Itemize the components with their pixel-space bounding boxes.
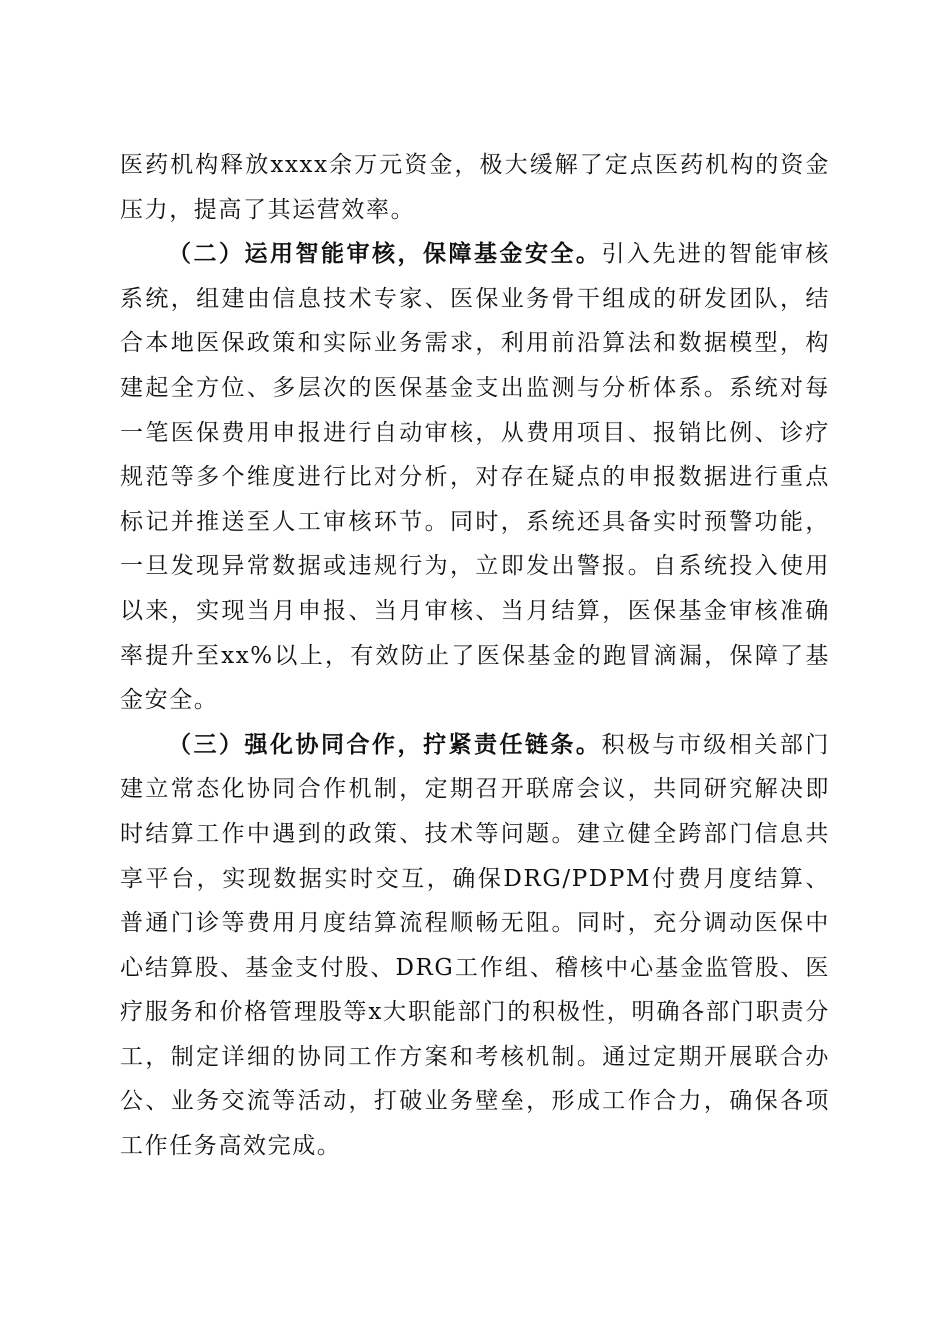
document-body (120, 143, 830, 1169)
paragraph-text: 积极与市级相关部门建立常态化协同合作机制，定期召开联席会议，共同研究解决即时结算工作中遇到的政策、技术等问题。建立健全跨部门信息共享平台，实现数据实时交互，确保DRG/PDPM付费月度结算、普通门诊等费用月度结算流程顺畅无阻。同时，充分调动医保中心结算股、基金支付股、DRG工作组、稽核中心基金监管股、医疗服务和价格管理股等x大职能部门的积极性，明确各部门职责分工，制定详细的协同工作方案和考核机制。通过定期开展联合办公、业务交流等活动，打破业务壁垒，形成工作合力，确保各项工作任务高效完成。 (120, 731, 831, 1160)
paragraph-section-2 (120, 232, 830, 723)
section-heading: （三）强化协同合作，拧紧责任链条。 (168, 730, 602, 758)
paragraph-text: 引入先进的智能审核系统，组建由信息技术专家、医保业务骨干组成的研发团队，结合本地医保政策和实际业务需求，利用前沿算法和数据模型，构建起全方位、多层次的医保基金支出监测与分析体系。系统对每一笔医保费用申报进行自动审核，从费用项目、报销比例、诊疗规范等多个维度进行比对分析，对存在疑点的申报数据进行重点标记并推送至人工审核环节。同时，系统还具备实时预警功能，一旦发现异常数据或违规行为，立即发出警报。自系统投入使用以来，实现当月申报、当月审核、当月结算，医保基金审核准确率提升至xx%以上，有效防止了医保基金的跑冒滴漏，保障了基金安全。 (120, 241, 831, 714)
paragraph-continuation (120, 143, 830, 232)
paragraph-section-3 (120, 723, 830, 1169)
section-heading: （二）运用智能审核，保障基金安全。 (168, 240, 602, 268)
paragraph-text: 医药机构释放xxxx余万元资金，极大缓解了定点医药机构的资金压力，提高了其运营效率。 (120, 152, 830, 223)
